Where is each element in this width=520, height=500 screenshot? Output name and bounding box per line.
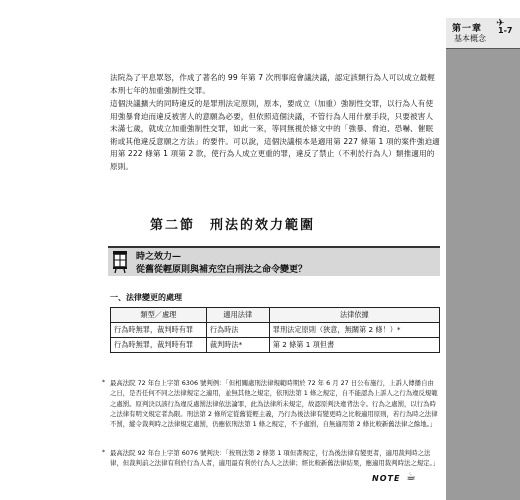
airplane-icon: ✈ [496,18,505,29]
table-row [111,323,440,338]
lantern-icon [110,249,130,273]
table-cell: 第 2 條第 1 項但書 [269,338,439,353]
table-cell: 行為時無罪，裁判時有罪 [111,338,207,353]
table-cell: 罪刑法定原則（狹意，無關第 2 條！）* [269,323,439,338]
subsection-title-line-2: 從舊從輕原則與補充空白刑法之命令變更？ [136,265,308,275]
law-change-table [110,307,440,353]
chapter-side-tab [446,18,520,500]
section-title: 第二節 刑法的效力範圍 [150,218,316,233]
tab-divider [446,48,520,49]
footnote-2 [102,448,440,469]
table-header-cell: 類型／處理 [111,308,207,323]
footnote-1 [102,378,440,429]
chapter-header-box [446,18,520,49]
subsection-title-line-1: 時之效力— [136,252,182,262]
table-row [111,338,440,353]
table-header-cell: 適用法律 [206,308,269,323]
chapter-subtitle: 基本概念 [454,34,486,43]
table-cell: 行為時法 [206,323,269,338]
footnote-marker: * [102,379,105,386]
body-paragraph-1: 法院為了平息眾怒，作成了著名的 99 年第 7 次刑事庭會議決議，認定該類行為人可以成立最輕本刑七年的加重強制性交罪。 [110,73,435,95]
table-header-cell: 法律依據 [269,308,439,323]
body-paragraph-2: 這個決議擴大的同時違反的是罪刑法定原則，原本，要成立（加重）強制性交罪，以行為人有使用強暴脅迫而違反被害人的意願為必要，但依照這個決議，不管行為人用什麼手段，只要被害人未滿七歲，就成立加重強制性交罪，如此一來，等同無視於條文中的「強暴、脅迫、恐嚇、催眠術或其他違反意願之方法」的要件。可以說，這個決議根本是適用第 227 條第 1 項的案件強迫適用第 222 條第 1 項第 2 款，使行為人成立更重的罪，違反了禁止（不利於行為人）類推適用的原則。 [110,99,440,171]
footnote-text: 最高法院 92 年台上字第 6076 號判決：「按刑法第 2 條第 1 項但書規定，行為後法律有變更者，適用裁判時之法律，但裁判前之法律有利於行為人者，適用最有利於行為人之法律；經比較新舊法律結果，應適用裁判時法之規定。」 [110,449,440,468]
footnote-text: 最高法院 72 年台上字第 6306 號判例：「但相關處刑法律規範時期於 72 年 6 月 27 日公布施行，上訴人傳播自由之日，是否任何不同之法律規定之適用，並無其他之規定，依刑法第 1 條之規定，自不能認為上訴人之行為違反規範之處罰。原判決以該行為違反處罰法律依法論罪，此為法律所未規定，故認原判決違背法令。行為之處罰，以行為時之法律有明文規定者為限。刑法第 2 條所定從舊從輕主義，乃行為後法律有變更時之比較適用原則，若行為時之法律不罰，縱令裁判時之法律規定處罰，仍應依刑法第 1 條之規定，不予處罰，自無適用第 2 條比較新舊法律之餘地。」 [110,379,438,429]
table-header-row [111,308,440,323]
footnote-marker: * [102,449,105,456]
table-cell: 行為時無罪，裁判時有罪 [111,323,207,338]
page-number: 1-7 [498,26,513,35]
list-heading: 一、法律變更的處理 [110,293,182,302]
table-cell: 裁判時法* [206,338,269,353]
coffee-cup-icon: ☕ [406,470,416,483]
chapter-label: 第一章 [452,24,483,34]
note-label: NOTE [372,474,401,483]
